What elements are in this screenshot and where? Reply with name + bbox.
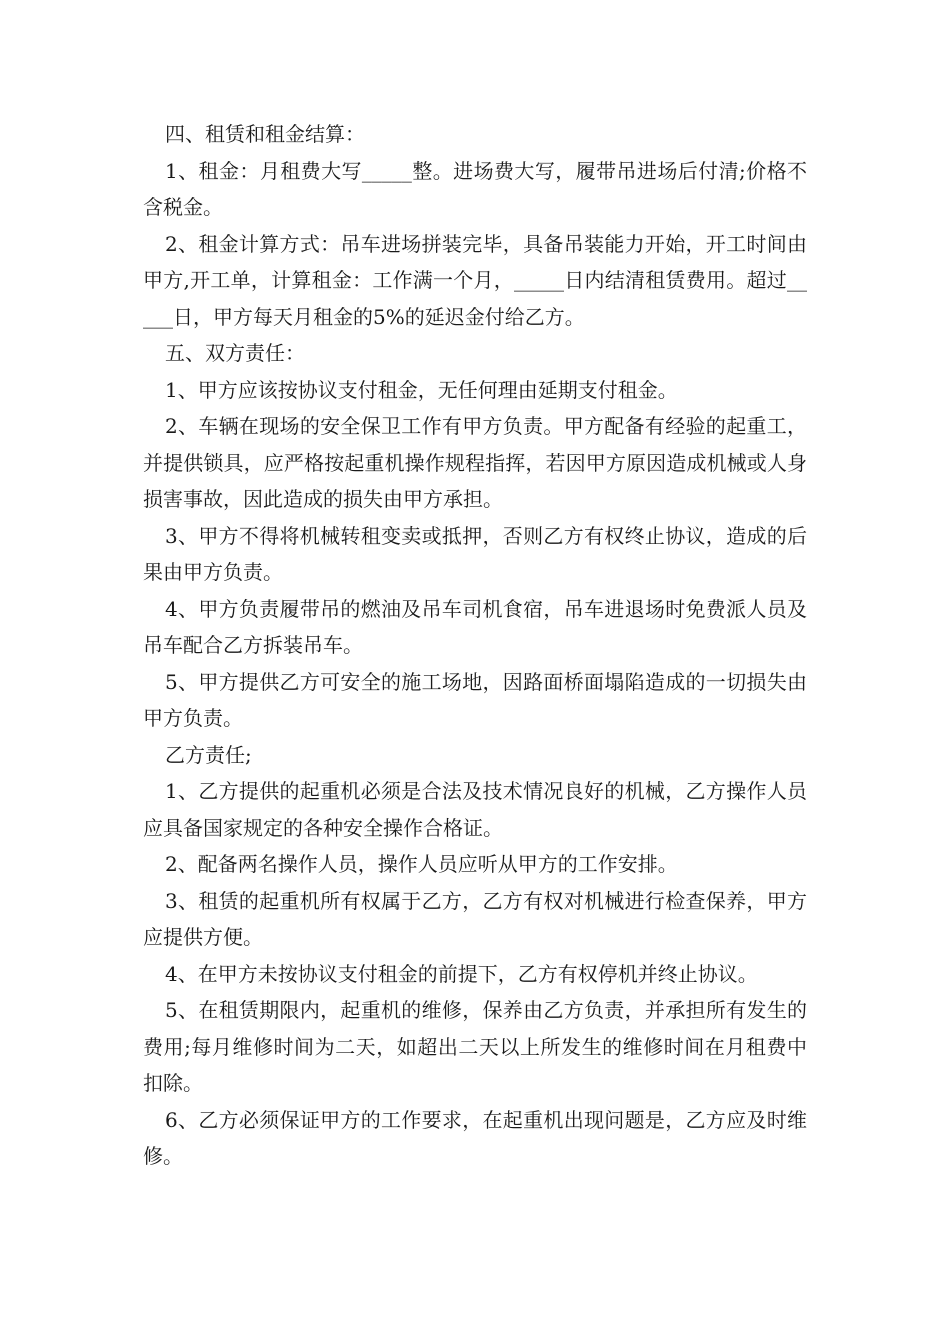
party-a-clause-5: 5、甲方提供乙方可安全的施工场地，因路面桥面塌陷造成的一切损失由甲方负责。: [143, 669, 807, 730]
party-b-heading: 乙方责任;: [165, 742, 252, 767]
party-b-clause-1: 1、乙方提供的起重机必须是合法及技术情况良好的机械，乙方操作人员应具备国家规定的各种安全操作合格证。: [143, 779, 807, 840]
party-b-clause-3: 3、租赁的起重机所有权属于乙方，乙方有权对机械进行检查保养，甲方应提供方便。: [143, 888, 807, 949]
section-heading-responsibilities: 五、双方责任：: [165, 341, 305, 365]
clause-rent-calculation: 2、租金计算方式：吊车进场拼装完毕，具备吊装能力开始，开工时间由甲方,开工单，计算租金：工作满一个月，_____日内结清租赁费用。超过_____日，甲方每天月租金的5%的延迟金付给乙方。: [143, 231, 807, 329]
party-b-clause-2: 2、配备两名操作人员，操作人员应听从甲方的工作安排。: [165, 852, 678, 876]
clause-rent-amount: 1、租金：月租费大写_____整。进场费大写，履带吊进场后付清;价格不含税金。: [143, 158, 807, 219]
party-a-clause-3: 3、甲方不得将机械转租变卖或抵押，否则乙方有权终止协议，造成的后果由甲方负责。: [143, 523, 807, 584]
party-b-clause-6: 6、乙方必须保证甲方的工作要求，在起重机出现问题是，乙方应及时维修。: [143, 1107, 807, 1168]
party-a-clause-2: 2、车辆在现场的安全保卫工作有甲方负责。甲方配备有经验的起重工，并提供锁具，应严格按起重机操作规程指挥，若因甲方原因造成机械或人身损害事故，因此造成的损失由甲方承担。: [143, 414, 807, 511]
party-b-clause-4: 4、在甲方未按协议支付租金的前提下，乙方有权停机并终止协议。: [165, 961, 758, 986]
party-a-clause-1: 1、甲方应该按协议支付租金，无任何理由延期支付租金。: [165, 377, 678, 402]
section-heading-rent: 四、租赁和租金结算：: [165, 122, 365, 146]
document-body: [143, 116, 807, 1175]
party-a-clause-4: 4、甲方负责履带吊的燃油及吊车司机食宿，吊车进退场时免费派人员及吊车配合乙方拆装吊车。: [143, 596, 807, 657]
party-b-clause-5: 5、在租赁期限内，起重机的维修，保养由乙方负责，并承担所有发生的费用;每月维修时间为二天，如超出二天以上所发生的维修时间在月租费中扣除。: [143, 998, 807, 1095]
